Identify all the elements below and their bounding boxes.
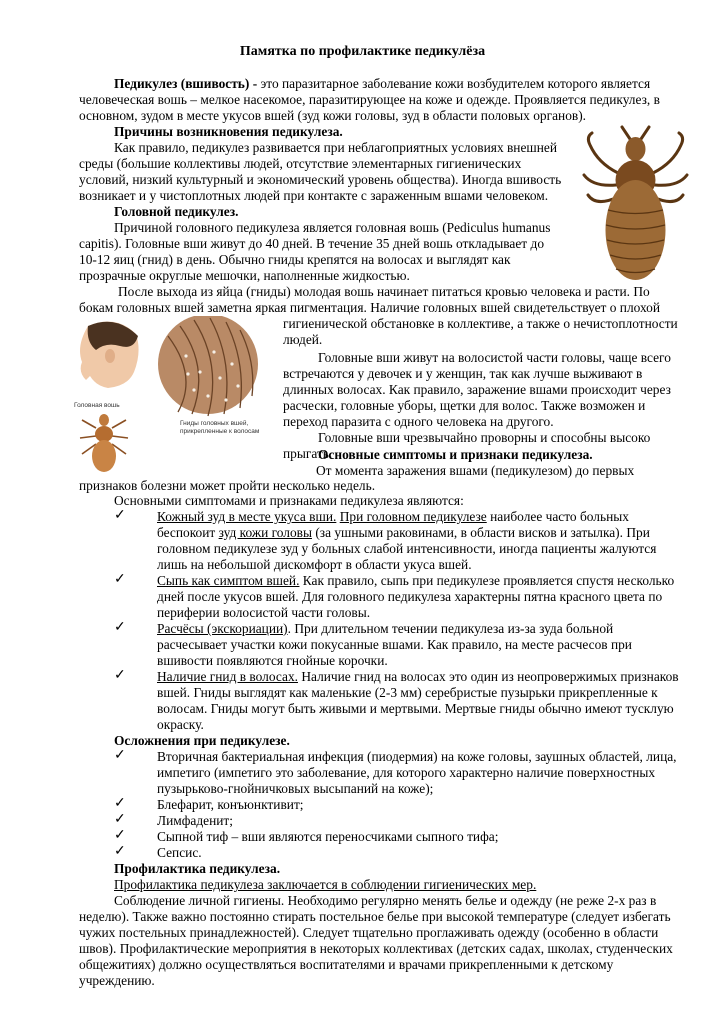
head-louse-image: [578, 125, 693, 285]
symptom-1-line-1: [157, 509, 684, 525]
symptom-1-text-2: беспокоит: [157, 525, 219, 540]
symptom-4-line-2: вшей. Гниды выглядят как маленькие (2-3 мм) серебристые пузырьки прикрепленные к: [157, 685, 658, 700]
symptom-3-line-3: вшивости появляются гнойные корочки.: [157, 653, 388, 668]
prevention-subheading: Профилактика педикулеза заключается в соблюдении гигиенических мер.: [114, 877, 537, 892]
intro-term: Педикулез (вшивость) -: [114, 76, 258, 91]
check-mark: ✓: [114, 572, 126, 587]
head-lice-line-13: переход паразита с одного человека на другого.: [283, 414, 554, 429]
prevention-line-4: швов). Профилактические мероприятия в некоторых коллективах (детских садах, школах, студенческих: [79, 941, 673, 956]
symptom-4-term: Наличие гнид в волосах.: [157, 669, 298, 684]
check-mark: ✓: [114, 668, 126, 683]
complication-1-line-2: импетиго (импетиго это заболевание, для которого характерно наличие поверхностных: [157, 765, 656, 780]
complication-2: Блефарит, конъюнктивит;: [157, 797, 304, 812]
label-nits-line-2: прикрепленные к волосам: [180, 428, 260, 435]
causes-line-4: возникает и у чистоплотных людей при контакте с зараженным вшами человеком.: [79, 188, 549, 203]
prevention-line-3: чужих постельных принадлежностей). Следует тщательно проглаживать одежду (особенно в области: [79, 925, 659, 940]
complication-1-line-3: пузырьково-гнойничковых высыпаний на коже);: [157, 781, 434, 796]
head-lice-illustration: [68, 316, 280, 476]
symptom-1-line-2: [157, 525, 684, 541]
symptom-4-text: Наличие гнид на волосах это один из неопровержимых признаков: [297, 669, 679, 684]
prevention-heading: Профилактика педикулеза.: [114, 861, 281, 876]
head-lice-line-4: прозрачные округлые мешочки, наполненные жидкостью.: [79, 268, 410, 283]
complication-3: Лимфаденит;: [157, 813, 234, 828]
prevention-line-2: неделю). Также важно постоянно стирать постельное белье при высокой температуре (следует избегать: [79, 909, 671, 924]
check-mark: ✓: [114, 508, 126, 523]
symptom-3-line-1: [157, 621, 684, 637]
check-mark: ✓: [114, 748, 126, 763]
symptom-1-text-3: (за ушными раковинами, в области висков и затылка). При: [311, 525, 650, 540]
head-lice-line-15: прыгать.: [283, 446, 333, 461]
complication-4: Сыпной тиф – вши являются переносчиками сыпного тифа;: [157, 829, 499, 844]
check-mark: ✓: [114, 844, 126, 859]
head-lice-line-8: людей.: [283, 332, 323, 347]
check-mark: ✓: [114, 812, 126, 827]
symptoms-line-2: признаков болезни может пройти несколько недель.: [79, 478, 376, 493]
intro-line-3: основном, зудом в месте укусов вшей (зуд кожи головы, зуд в области половых органов).: [79, 108, 587, 123]
symptom-4-line-1: [157, 669, 684, 685]
symptoms-line-1: От момента заражения вшами (педикулезом) до первых: [316, 463, 635, 478]
causes-heading: Причины возникновения педикулеза.: [114, 124, 343, 139]
head-lice-line-3: 10-12 яиц (гнид) в день. Обычно гниды крепятся на волосах и выглядят как: [79, 252, 511, 267]
check-mark: ✓: [114, 796, 126, 811]
prevention-line-6: учреждению.: [79, 973, 155, 988]
complication-5: Сепсис.: [157, 845, 202, 860]
causes-line-2: среды (большие коллективы людей, отсутствие элементарных гигиенических: [79, 156, 522, 171]
head-lice-line-1: Причиной головного педикулеза является головная вошь (Pediculus humanus: [114, 220, 551, 235]
prevention-line-5: общежитиях) должно осуществляться воспитателями и врачами прикрепленными к детскому: [79, 957, 614, 972]
head-lice-line-7: гигиенической обстановке в коллективе, а также о нечистоплотности: [283, 316, 678, 331]
check-mark: ✓: [114, 620, 126, 635]
prevention-line-1: Соблюдение личной гигиены. Необходимо регулярно менять белье и одежду (не реже 2-х раз в: [114, 893, 657, 908]
symptom-3-term: Расчёсы (экскориации): [157, 621, 288, 636]
symptoms-heading: Основные симптомы и признаки педикулеза.: [318, 447, 593, 462]
symptom-3-line-2: расчесывает участки кожи покусанные вшами. Как правило, на месте расчесов при: [157, 637, 632, 652]
intro-line-2: человеческая вошь – мелкое насекомое, паразитирующее на коже и одежде. Проявляется педикулез, в: [79, 92, 660, 107]
head-lice-line-5: После выхода из яйца (гниды) молодая вошь начинает питаться кровью человека и расти. По: [118, 284, 650, 299]
head-lice-line-6: бокам головных вшей заметна яркая пигментация. Наличие головных вшей свидетельствует о плохой: [79, 300, 661, 315]
symptoms-line-3: Основными симптомами и признаками педикулеза являются:: [114, 493, 464, 508]
head-lice-line-2: capitis). Головные вши живут до 40 дней. В течение 35 дней вошь откладывает до: [79, 236, 545, 251]
symptom-1-term: Кожный зуд в месте укуса вши.: [157, 509, 337, 524]
head-lice-heading: Головной педикулез.: [114, 204, 239, 219]
label-nits-line-1: Гниды головных вшей,: [180, 420, 249, 427]
intro-line-1: [114, 76, 684, 92]
symptom-1-line-3: головном педикулезе зуд у больных слабой интенсивности, иногда пациенты жалуются: [157, 541, 657, 556]
symptom-2-text: Как правило, сыпь при педикулезе проявляется спустя несколько: [299, 573, 675, 588]
head-lice-line-11: длинных волосах. Как правило, заражение вшами происходит через: [283, 382, 671, 397]
complications-heading: Осложнения при педикулезе.: [114, 733, 290, 748]
head-lice-line-14: Головные вши чрезвычайно проворны и способны высоко: [318, 430, 651, 445]
causes-line-1: Как правило, педикулез развивается при неблагоприятных условиях внешней: [114, 140, 558, 155]
head-lice-line-10: встречаются у девочек и у женщин, так как лучше выживают в: [283, 366, 643, 381]
head-lice-line-12: расчески, головные уборы, щетки для волос. Также возможен и: [283, 398, 646, 413]
symptom-1-text: наиболее часто больных: [486, 509, 629, 524]
symptom-1-line-4: лишь на небольшой дискомфорт в области укуса вшей.: [157, 557, 472, 572]
label-head-louse: Головная вошь: [74, 402, 120, 409]
head-lice-line-9: Головные вши живут на волосистой части головы, чаще всего: [318, 350, 671, 365]
check-mark: ✓: [114, 828, 126, 843]
symptom-2-term: Сыпь как симптом вшей.: [157, 573, 300, 588]
symptom-2-line-1: [157, 573, 684, 589]
symptom-3-text: . При длительном течении педикулеза из-за зуда больной: [287, 621, 614, 636]
symptom-1-term-2: При головном педикулезе: [339, 509, 487, 524]
symptom-4-line-4: окраску.: [157, 717, 204, 732]
symptom-2-line-3: периферии волосистой части головы.: [157, 605, 371, 620]
symptom-2-line-2: дней после укусов вшей. Для головного педикулеза характерны пятна красного цвета по: [157, 589, 663, 604]
document-title: Памятка по профилактике педикулёза: [239, 44, 486, 59]
symptom-4-line-3: волосам. Гниды могут быть живыми и мертвыми. Мертвые гниды обычно имеют тусклую: [157, 701, 674, 716]
complication-1-line-1: Вторичная бактериальная инфекция (пиодермия) на коже головы, заушных областей, лица,: [157, 749, 677, 764]
intro-text: это паразитарное заболевание кожи возбудителем которого является: [257, 76, 651, 91]
causes-line-3: условий, низкий культурный и экономический уровень общества). Иногда вшивость: [79, 172, 562, 187]
symptom-1-term-3: зуд кожи головы: [218, 525, 312, 540]
